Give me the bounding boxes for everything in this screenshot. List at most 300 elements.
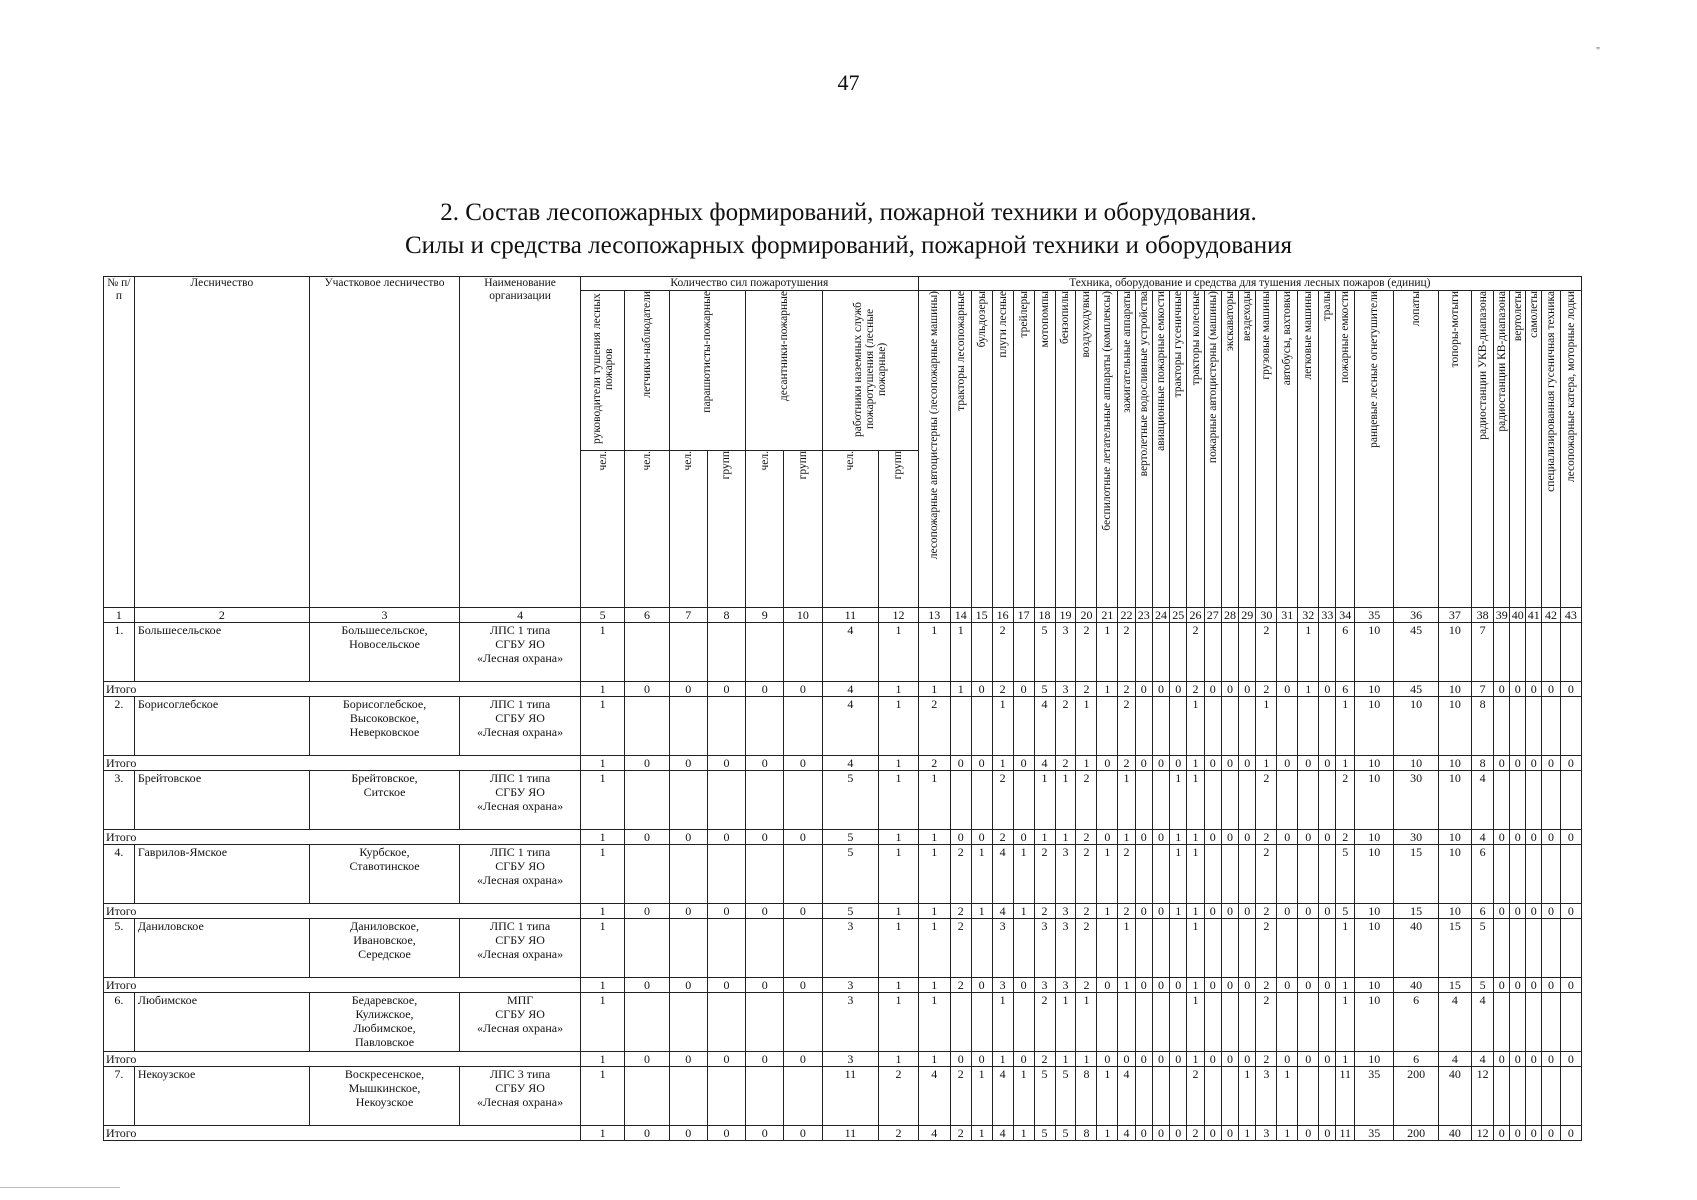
value-cell <box>1152 623 1169 682</box>
total-blank-cell <box>309 682 459 697</box>
value-cell <box>1152 697 1169 756</box>
value-cell <box>1013 623 1034 682</box>
column-number: 21 <box>1097 608 1118 623</box>
value-cell <box>1170 993 1187 1052</box>
document-title <box>0 196 1697 262</box>
value-cell <box>1319 623 1336 682</box>
total-cell: 0 <box>1013 1052 1034 1067</box>
value-cell: 10 <box>1438 697 1471 756</box>
district-line: Любимское, <box>353 1021 416 1035</box>
value-cell <box>784 845 822 904</box>
value-cell <box>1277 993 1298 1052</box>
value-cell: 1 <box>1076 993 1097 1052</box>
total-cell: 0 <box>1152 1126 1169 1141</box>
column-number: 34 <box>1336 608 1354 623</box>
total-cell: 1 <box>1336 1052 1354 1067</box>
total-cell: 0 <box>1560 1126 1581 1141</box>
value-cell: 1 <box>992 993 1013 1052</box>
column-number: 3 <box>309 608 459 623</box>
district-line: Курбское, <box>359 845 410 859</box>
total-cell: 10 <box>1438 682 1471 697</box>
total-cell: 15 <box>1394 904 1438 919</box>
header-unit-label: групп <box>892 451 905 480</box>
value-cell <box>746 845 784 904</box>
value-cell: 1 <box>992 697 1013 756</box>
value-cell <box>971 697 992 756</box>
value-cell <box>1013 771 1034 830</box>
total-cell: 40 <box>1394 978 1438 993</box>
total-cell: 0 <box>1494 830 1510 845</box>
value-cell: 1 <box>1097 623 1118 682</box>
value-cell <box>707 993 745 1052</box>
total-cell: 0 <box>1542 978 1560 993</box>
value-cell <box>1097 771 1118 830</box>
page-number: 47 <box>837 70 860 95</box>
header-unit-label: чел. <box>682 451 695 471</box>
value-cell <box>746 919 784 978</box>
organization-line: ЛПС 1 типа <box>489 623 551 637</box>
value-cell <box>1542 771 1560 830</box>
value-cell <box>1239 993 1256 1052</box>
value-cell <box>1204 919 1221 978</box>
value-cell <box>1526 993 1542 1052</box>
value-cell: 10 <box>1438 623 1471 682</box>
total-blank-cell <box>309 1052 459 1067</box>
total-cell: 5 <box>1336 904 1354 919</box>
column-number: 7 <box>669 608 707 623</box>
value-cell: 10 <box>1354 993 1393 1052</box>
header-tech-label: самолеты <box>1527 291 1540 338</box>
header-force-4 <box>822 291 918 451</box>
total-label: Итого <box>104 1126 310 1141</box>
table-row <box>104 771 1582 830</box>
value-cell: 11 <box>822 1067 879 1126</box>
total-cell: 1 <box>918 830 950 845</box>
header-unit-label: чел. <box>758 451 771 471</box>
total-cell: 0 <box>1204 682 1221 697</box>
value-cell: 1 <box>1277 1067 1298 1126</box>
header-tech-label: мотопомпы <box>1038 291 1051 348</box>
total-cell: 0 <box>1494 1126 1510 1141</box>
total-cell: 0 <box>1298 1126 1319 1141</box>
value-cell <box>1510 623 1526 682</box>
value-cell: 1 <box>879 623 919 682</box>
table-row <box>104 845 1582 904</box>
header-unit-0 <box>580 451 624 608</box>
value-cell: 10 <box>1354 771 1393 830</box>
header-tech-label: лопаты <box>1410 291 1423 327</box>
column-number: 15 <box>971 608 992 623</box>
total-cell: 0 <box>1118 1052 1135 1067</box>
forestry-name: Гаврилов-Ямское <box>134 845 309 904</box>
value-cell <box>746 697 784 756</box>
value-cell: 11 <box>1336 1067 1354 1126</box>
header-tech-label: специализированная гусеничная техника <box>1544 291 1557 492</box>
total-label: Итого <box>104 682 310 697</box>
total-label: Итого <box>104 830 310 845</box>
column-number: 11 <box>822 608 879 623</box>
total-cell: 0 <box>1204 830 1221 845</box>
total-cell: 1 <box>1055 830 1076 845</box>
value-cell: 2 <box>1055 697 1076 756</box>
value-cell <box>1560 697 1581 756</box>
total-cell: 1 <box>918 682 950 697</box>
value-cell <box>625 919 669 978</box>
value-cell <box>1319 697 1336 756</box>
header-tech-label: пожарные емкости <box>1339 291 1352 383</box>
organization-line: «Лесная охрана» <box>477 651 564 665</box>
total-cell: 0 <box>1542 904 1560 919</box>
district-line: Бедаревское, <box>351 993 418 1007</box>
total-cell: 2 <box>918 756 950 771</box>
total-cell: 200 <box>1394 1126 1438 1141</box>
value-cell <box>669 697 707 756</box>
total-cell: 8 <box>1076 1126 1097 1141</box>
header-unit-4 <box>746 451 784 608</box>
total-cell: 10 <box>1438 830 1471 845</box>
header-unit-label: чел. <box>641 451 653 471</box>
column-number: 33 <box>1319 608 1336 623</box>
value-cell <box>1152 845 1169 904</box>
total-cell: 0 <box>1204 1126 1221 1141</box>
total-cell: 1 <box>580 978 624 993</box>
column-number: 13 <box>918 608 950 623</box>
header-tech-label: автобусы, вахтовки <box>1281 291 1294 386</box>
value-cell <box>1494 993 1510 1052</box>
value-cell <box>1170 919 1187 978</box>
value-cell: 45 <box>1394 623 1438 682</box>
forestry-name: Большесельское <box>134 623 309 682</box>
header-unit-2 <box>669 451 707 608</box>
total-cell: 0 <box>971 682 992 697</box>
value-cell: 1 <box>580 623 624 682</box>
value-cell <box>1204 697 1221 756</box>
value-cell: 2 <box>918 697 950 756</box>
total-cell: 0 <box>1319 1126 1336 1141</box>
total-cell: 0 <box>1526 1126 1542 1141</box>
value-cell: 3 <box>1055 919 1076 978</box>
total-cell: 0 <box>1277 978 1298 993</box>
column-number: 5 <box>580 608 624 623</box>
value-cell: 12 <box>1472 1067 1494 1126</box>
district-line: Воскресенское, <box>344 1067 425 1081</box>
total-cell: 2 <box>1256 978 1277 993</box>
total-cell: 1 <box>1170 830 1187 845</box>
total-cell: 2 <box>1076 682 1097 697</box>
total-cell: 3 <box>1055 978 1076 993</box>
header-tech-label: ранцевые лесные огнетушители <box>1368 291 1381 448</box>
value-cell: 1 <box>1336 993 1354 1052</box>
value-cell <box>950 993 971 1052</box>
value-cell <box>1526 771 1542 830</box>
total-cell: 10 <box>1354 904 1393 919</box>
value-cell: 1 <box>1118 771 1135 830</box>
column-number: 19 <box>1055 608 1076 623</box>
total-cell: 1 <box>580 1126 624 1141</box>
header-tech-group: Техника, оборудование и средства для тушения лесных пожаров (единиц) <box>918 277 1581 291</box>
header-force-label: работники наземных служб пожаротушения (лесные пожарные) <box>852 301 889 437</box>
value-cell <box>1298 771 1319 830</box>
value-cell: 1 <box>1055 993 1076 1052</box>
corner-mark: " <box>1596 46 1601 57</box>
table-row <box>104 623 1582 682</box>
total-cell: 0 <box>746 756 784 771</box>
value-cell <box>1204 993 1221 1052</box>
value-cell <box>1494 697 1510 756</box>
total-cell: 0 <box>1152 756 1169 771</box>
total-cell: 0 <box>784 904 822 919</box>
header-tech-label: плуги лесные <box>996 291 1009 358</box>
forestry-name: Любимское <box>134 993 309 1052</box>
value-cell: 1 <box>580 1067 624 1126</box>
total-cell: 0 <box>1526 904 1542 919</box>
total-cell: 0 <box>707 978 745 993</box>
total-cell: 0 <box>1221 682 1238 697</box>
value-cell <box>1135 845 1152 904</box>
forestry-name: Борисоглебское <box>134 697 309 756</box>
value-cell <box>1560 919 1581 978</box>
header-tech-6 <box>1055 291 1076 608</box>
total-cell: 0 <box>1170 1052 1187 1067</box>
header-unit-1 <box>625 451 669 608</box>
value-cell <box>1152 771 1169 830</box>
value-cell <box>1560 771 1581 830</box>
total-cell: 15 <box>1438 978 1471 993</box>
value-cell: 3 <box>1256 1067 1277 1126</box>
header-tech-label: пожарные автоцистерны (машины) <box>1206 291 1219 464</box>
value-cell: 15 <box>1394 845 1438 904</box>
header-tech-22 <box>1354 291 1393 608</box>
value-cell <box>1221 993 1238 1052</box>
column-number: 20 <box>1076 608 1097 623</box>
total-cell: 0 <box>625 904 669 919</box>
header-num: № п/п <box>104 277 135 608</box>
total-cell: 4 <box>822 682 879 697</box>
header-tech-28 <box>1526 291 1542 608</box>
value-cell <box>1510 993 1526 1052</box>
total-cell: 1 <box>918 978 950 993</box>
total-cell: 2 <box>1076 978 1097 993</box>
header-tech-8 <box>1097 291 1118 608</box>
value-cell: 2 <box>1187 1067 1204 1126</box>
total-cell: 1 <box>879 756 919 771</box>
total-cell: 0 <box>669 756 707 771</box>
total-cell: 1 <box>1187 904 1204 919</box>
column-number: 26 <box>1187 608 1204 623</box>
total-cell: 0 <box>669 904 707 919</box>
value-cell: 15 <box>1438 919 1471 978</box>
district-line: Ивановское, <box>353 933 416 947</box>
header-tech-7 <box>1076 291 1097 608</box>
header-tech-label: тракторы гусеничные <box>1172 291 1185 398</box>
value-cell <box>625 845 669 904</box>
total-cell: 0 <box>950 1052 971 1067</box>
value-cell: 10 <box>1438 771 1471 830</box>
organization-line: МПГ <box>506 993 534 1007</box>
organization-line: ЛПС 1 типа <box>489 697 551 711</box>
header-unit-6 <box>822 451 879 608</box>
total-row <box>104 978 1582 993</box>
total-cell: 0 <box>1277 1052 1298 1067</box>
total-cell: 0 <box>746 904 784 919</box>
value-cell: 1 <box>1097 845 1118 904</box>
total-cell: 1 <box>1277 1126 1298 1141</box>
header-tech-17 <box>1256 291 1277 608</box>
value-cell: 1 <box>580 919 624 978</box>
value-cell: 1 <box>1055 771 1076 830</box>
total-cell: 0 <box>1494 1052 1510 1067</box>
header-tech-21 <box>1336 291 1354 608</box>
total-cell: 0 <box>1526 1052 1542 1067</box>
value-cell: 6 <box>1336 623 1354 682</box>
total-blank-cell <box>460 830 581 845</box>
header-tech-label: тракторы лесопожарные <box>954 291 967 411</box>
total-blank-cell <box>460 756 581 771</box>
value-cell <box>1013 919 1034 978</box>
district-names <box>309 993 459 1052</box>
column-number: 24 <box>1152 608 1169 623</box>
total-cell: 2 <box>950 904 971 919</box>
total-cell: 0 <box>1170 1126 1187 1141</box>
total-cell: 1 <box>1239 1126 1256 1141</box>
total-cell: 11 <box>1336 1126 1354 1141</box>
total-cell: 4 <box>1438 1052 1471 1067</box>
total-cell: 0 <box>784 1052 822 1067</box>
value-cell <box>1239 697 1256 756</box>
header-tech-label: радиостанции КВ-диапазона <box>1495 291 1508 432</box>
title-line-1: 2. Состав лесопожарных формирований, пожарной техники и оборудования. <box>440 199 1257 226</box>
header-force-label: парашютисты-пожарные <box>701 291 714 413</box>
header-tech-5 <box>1034 291 1055 608</box>
value-cell: 3 <box>992 919 1013 978</box>
header-unit-label: чел. <box>844 451 857 471</box>
value-cell: 3 <box>1055 623 1076 682</box>
value-cell <box>625 1067 669 1126</box>
total-blank-cell <box>460 978 581 993</box>
total-cell: 2 <box>1076 830 1097 845</box>
value-cell: 2 <box>1118 845 1135 904</box>
district-names <box>309 919 459 978</box>
total-cell: 0 <box>625 756 669 771</box>
total-cell: 0 <box>1526 978 1542 993</box>
header-tech-2 <box>971 291 992 608</box>
value-cell <box>1526 919 1542 978</box>
total-cell: 0 <box>746 682 784 697</box>
header-force-label: десантники-пожарные <box>777 291 790 402</box>
total-cell: 0 <box>1239 978 1256 993</box>
header-unit-7 <box>879 451 919 608</box>
value-cell: 3 <box>1055 845 1076 904</box>
district-names <box>309 1067 459 1126</box>
value-cell: 1 <box>1170 845 1187 904</box>
header-tech-1 <box>950 291 971 608</box>
value-cell: 8 <box>1472 697 1494 756</box>
total-blank-cell <box>309 756 459 771</box>
total-cell: 10 <box>1394 756 1438 771</box>
total-cell: 0 <box>707 682 745 697</box>
total-blank-cell <box>309 978 459 993</box>
total-cell: 0 <box>1135 904 1152 919</box>
district-line: Борисоглебское, <box>342 697 427 711</box>
value-cell: 200 <box>1394 1067 1438 1126</box>
district-line: Середское <box>358 947 411 961</box>
column-number: 14 <box>950 608 971 623</box>
header-tech-label: вертолеты <box>1511 291 1524 342</box>
header-unit-label: чел. <box>596 451 609 471</box>
total-cell: 1 <box>1187 830 1204 845</box>
total-cell: 10 <box>1354 830 1393 845</box>
value-cell <box>784 771 822 830</box>
value-cell <box>707 845 745 904</box>
total-cell: 0 <box>1204 978 1221 993</box>
value-cell <box>707 1067 745 1126</box>
total-cell: 2 <box>1336 830 1354 845</box>
value-cell <box>1221 623 1238 682</box>
total-cell: 0 <box>1319 756 1336 771</box>
total-cell: 3 <box>822 1052 879 1067</box>
district-line: Мышкинское, <box>348 1081 421 1095</box>
value-cell <box>1221 1067 1238 1126</box>
district-line: Большесельское, <box>341 623 428 637</box>
total-cell: 0 <box>1097 1052 1118 1067</box>
total-cell: 1 <box>992 756 1013 771</box>
value-cell <box>1526 697 1542 756</box>
value-cell: 1 <box>918 993 950 1052</box>
value-cell: 4 <box>1118 1067 1135 1126</box>
header-tech-label: экскаваторы <box>1224 291 1236 352</box>
total-cell: 35 <box>1354 1126 1393 1141</box>
value-cell <box>1204 771 1221 830</box>
total-cell: 0 <box>1221 1052 1238 1067</box>
total-cell: 0 <box>784 978 822 993</box>
total-cell: 6 <box>1472 904 1494 919</box>
header-tech-24 <box>1438 291 1471 608</box>
table-row <box>104 1067 1582 1126</box>
total-cell: 0 <box>1135 756 1152 771</box>
value-cell <box>1277 623 1298 682</box>
organization-name <box>460 697 581 756</box>
value-cell <box>1560 1067 1581 1126</box>
value-cell: 1 <box>1336 697 1354 756</box>
total-blank-cell <box>460 1052 581 1067</box>
value-cell <box>625 623 669 682</box>
header-tech-label: трейлеры <box>1017 291 1030 338</box>
district-line: Новосельское <box>349 637 420 651</box>
organization-line: «Лесная охрана» <box>477 947 564 961</box>
total-cell: 2 <box>879 1126 919 1141</box>
value-cell: 1 <box>580 771 624 830</box>
value-cell <box>1239 845 1256 904</box>
value-cell <box>1239 919 1256 978</box>
total-cell: 0 <box>625 1052 669 1067</box>
value-cell: 10 <box>1354 697 1393 756</box>
value-cell: 1 <box>1170 771 1187 830</box>
value-cell <box>625 697 669 756</box>
total-cell: 0 <box>1221 830 1238 845</box>
total-cell: 2 <box>1187 1126 1204 1141</box>
forces-equipment-table <box>103 276 1582 1141</box>
column-number: 43 <box>1560 608 1581 623</box>
total-label: Итого <box>104 904 310 919</box>
value-cell <box>707 771 745 830</box>
total-cell: 2 <box>1118 904 1135 919</box>
district-line: Неверковское <box>349 725 420 739</box>
total-cell: 1 <box>1336 978 1354 993</box>
district-names <box>309 623 459 682</box>
total-cell: 0 <box>707 904 745 919</box>
total-cell: 2 <box>1076 904 1097 919</box>
value-cell: 1 <box>1298 623 1319 682</box>
